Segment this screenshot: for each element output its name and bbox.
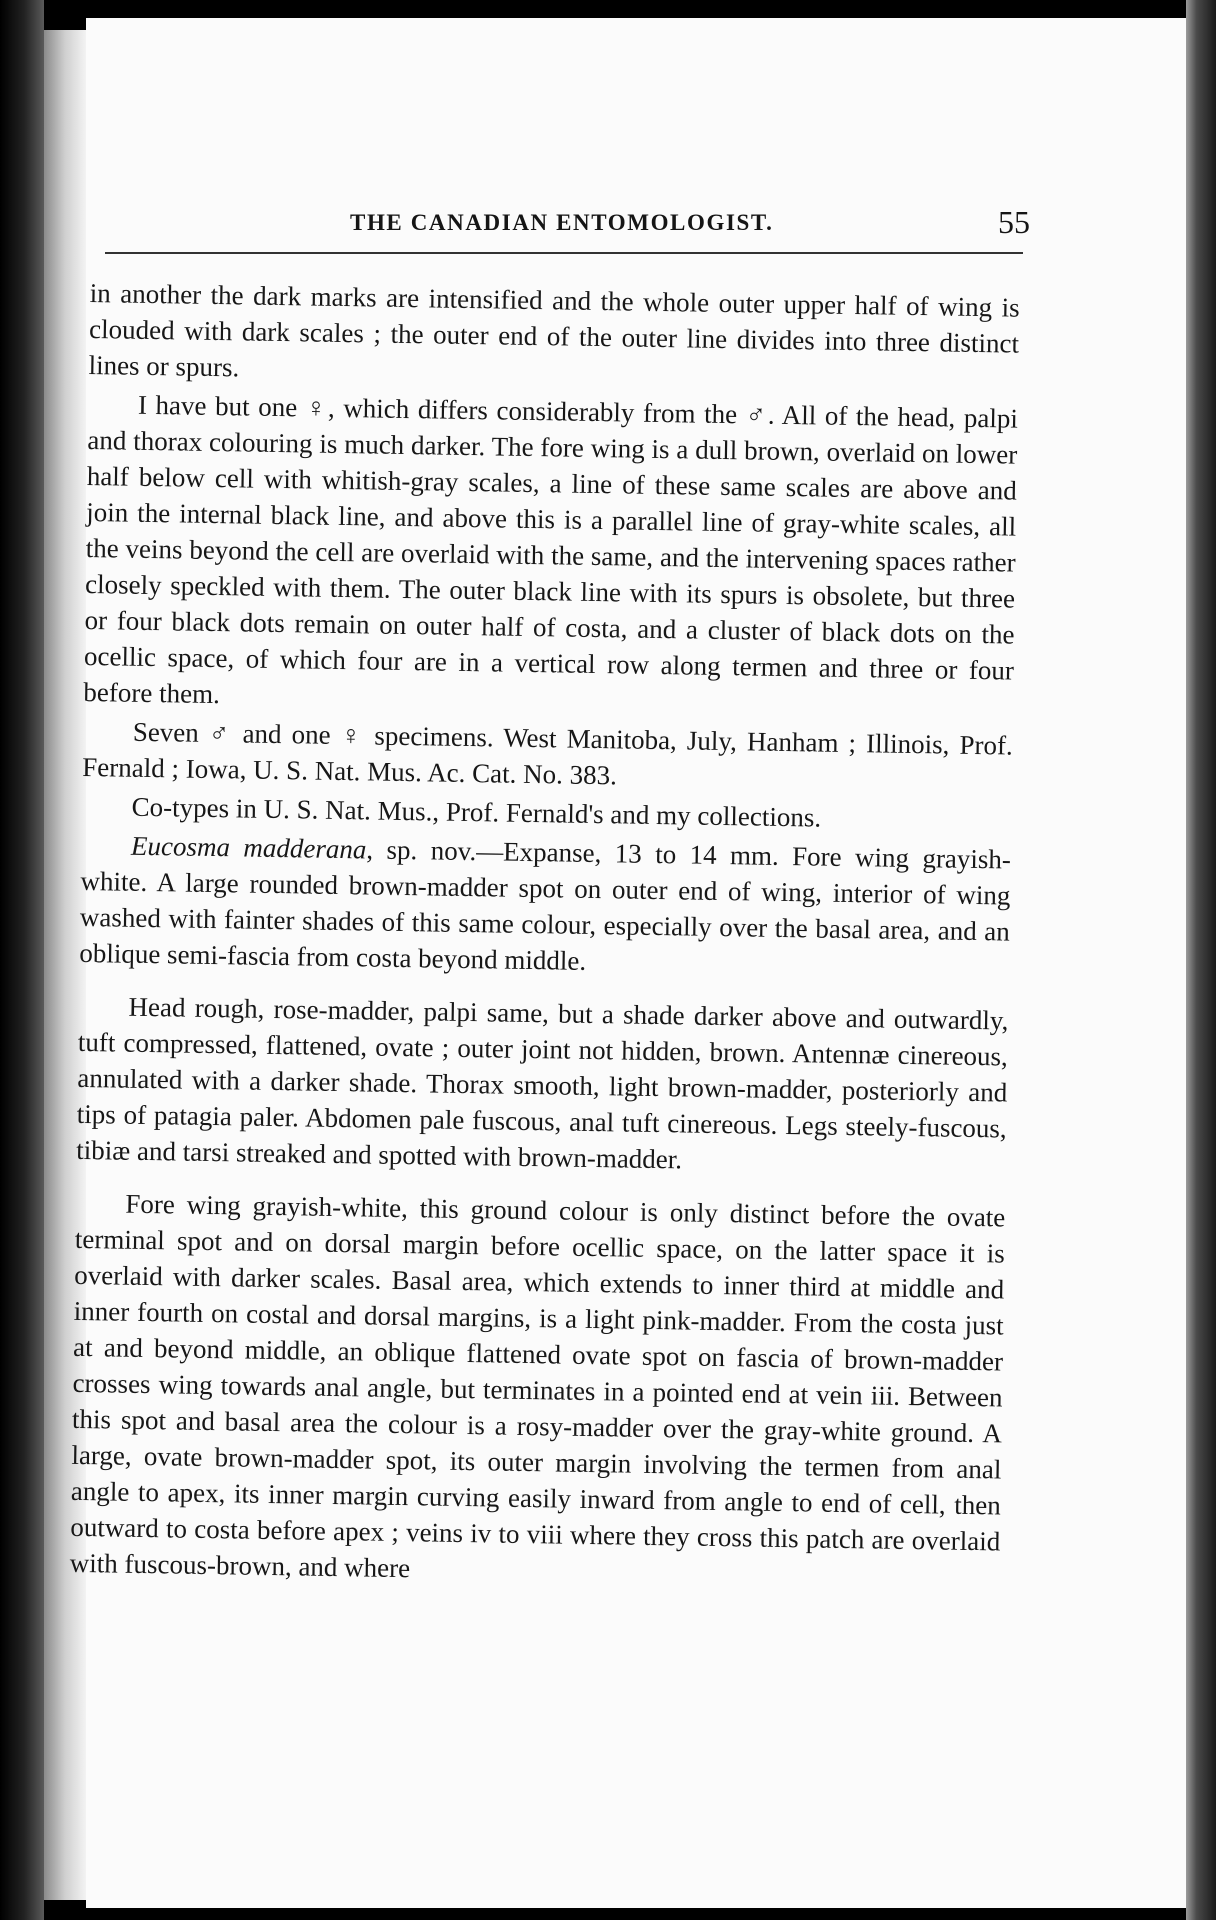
species-diagnosis-text: , sp. nov.—Expanse, 13 to 14 mm. Fore wing grayish-white. A large rounded brown-madder spot on outer end of wing, interior of wing washed with fainter shades of this same colour, especially over the basal area, and an oblique semi-fascia from costa beyond middle. [79, 834, 1012, 976]
paragraph-species-diagnosis [79, 827, 1011, 986]
paragraph-fore-wing-description: Fore wing grayish-white, this ground colour is only distinct before the ovate terminal spot and on dorsal margin before ocellic space, on the latter space it is overlaid with darker scales. Basal area, which extends to inner third at middle and inner fourth on costal and dorsal margins, is a light pink-madder. From the costa just at and beyond middle, an oblique flattened ovate spot on fascia of brown-madder crosses wing towards anal angle, but terminates in a pointed end at vein iii. Between this spot and basal area the colour is a rosy-madder over the gray-white ground. A large, ovate brown-madder spot, its outer margin involving the termen from anal angle to apex, its inner margin curving easily inward from angle to end of cell, then outward to costa before apex ; veins iv to viii where they cross this patch are overlaid with fuscous-brown, and where [69, 1188, 1006, 1584]
article-body [69, 275, 1019, 1598]
paragraph-continuation: in another the dark marks are intensified and the whole outer upper half of wing is clouded with dark scales ; the outer end of the outer line divides into three distinct lines or spurs. [88, 277, 1020, 383]
paragraph-specimens: Seven ♂ and one ♀ specimens. West Manitoba, July, Hanham ; Illinois, Prof. Fernald ; Iowa, U. S. Nat. Mus. Ac. Cat. No. 383. [82, 716, 1013, 791]
page-number: 55 [998, 204, 1030, 240]
journal-title: THE CANADIAN ENTOMOLOGIST. [350, 210, 774, 235]
paragraph-female-description: I have but one ♀, which differs considerably from the ♂. All of the head, palpi and thorax colouring is much darker. The fore wing is a dull brown, overlaid on lower half below cell with whitish-gray scales, a line of these same scales are above and join the internal black line, and above this is a parallel line of gray-white scales, all the veins beyond the cell are overlaid with the same, and the intervening spaces rather closely speckled with them. The outer black line with its spurs is obsolete, but three or four black dots remain on outer half of costa, and a cluster of black dots on the ocellic space, of which four are in a vertical row along termen and three or four before them. [83, 389, 1019, 710]
page-edge-shadow [1186, 0, 1216, 1920]
paragraph-head-description: Head rough, rose-madder, palpi same, but a shade darker above and outwardly, tuft compressed, flattened, ovate ; outer joint not hidden, brown. Antennæ cinereous, annulated with a darker shade. Thorax smooth, light brown-madder, posteriorly and tips of patagia paler. Abdomen pale fuscous, anal tuft cinereous. Legs steely-fuscous, tibiæ and tarsi streaked and spotted with brown-madder. [76, 991, 1009, 1175]
header-rule [105, 252, 1023, 254]
book-gutter [0, 0, 44, 1920]
species-name: Eucosma madderana [130, 830, 367, 865]
running-head [270, 204, 1030, 250]
paragraph-cotypes: Co-types in U. S. Nat. Mus., Prof. Fernald's and my collections. [131, 791, 822, 833]
